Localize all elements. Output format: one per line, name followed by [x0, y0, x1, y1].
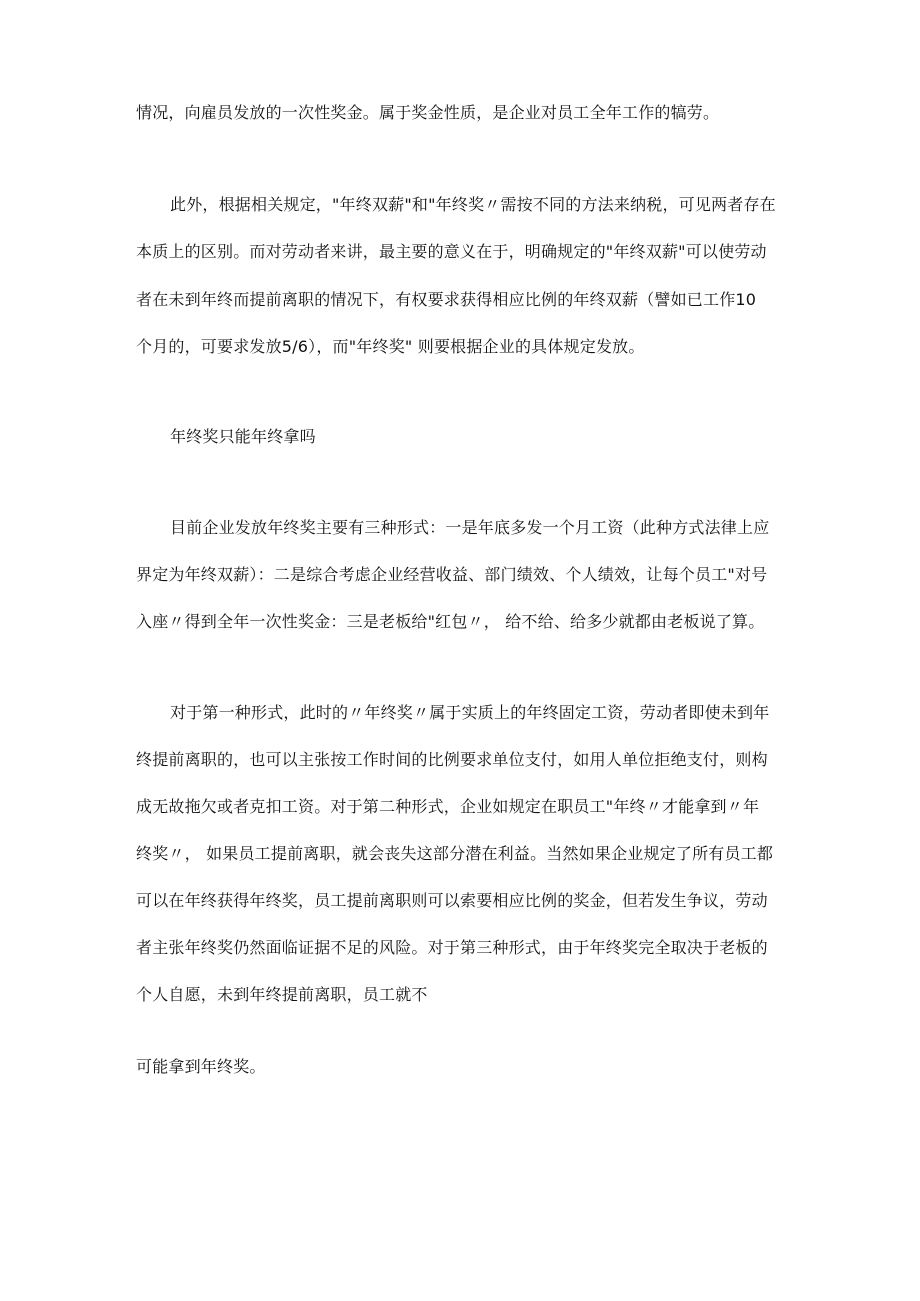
- paragraph-line: 界定为年终双薪）：二是综合考虑企业经营收益、部门绩效、个人绩效，让每个员工"对号: [136, 565, 768, 584]
- paragraph-line: 情况，向雇员发放的一次性奖金。属于奖金性质，是企业对员工全年工作的犒劳。: [136, 103, 720, 122]
- paragraph-line: 者主张年终奖仍然面临证据不足的风险。对于第三种形式，由于年终奖完全取决于老板的: [136, 938, 768, 957]
- section-heading: 年终奖只能年终拿吗: [170, 427, 316, 446]
- paragraph-line: 本质上的区别。而对劳动者来讲，最主要的意义在于，明确规定的"年终双薪"可以使劳动: [136, 242, 767, 261]
- paragraph-line: 入座〃得到全年一次性奖金：三是老板给"红包〃， 给不给、给多少就都由老板说了算。: [136, 612, 765, 631]
- paragraph-line: 终提前离职的，也可以主张按工作时间的比例要求单位支付，如用人单位拒绝支付，则构: [136, 750, 768, 769]
- paragraph-line: 目前企业发放年终奖主要有三种形式：一是年底多发一个月工资（此种方式法律上应: [170, 518, 770, 537]
- paragraph-line: 者在未到年终而提前离职的情况下，有权要求获得相应比例的年终双薪（譬如已工作10: [136, 290, 757, 309]
- paragraph-line: 终奖〃， 如果员工提前离职，就会丧失这部分潜在利益。当然如果企业规定了所有员工都: [136, 844, 774, 863]
- paragraph-line: 对于第一种形式，此时的〃年终奖〃属于实质上的年终固定工资，劳动者即使未到年: [170, 703, 770, 722]
- paragraph-line: 个月的，可要求发放5/6），而"年终奖" 则要根据企业的具体规定发放。: [136, 337, 645, 356]
- paragraph-line: 可以在年终获得年终奖，员工提前离职则可以索要相应比例的奖金，但若发生争议，劳动: [136, 891, 768, 910]
- paragraph-line: 成无故拖欠或者克扣工资。对于第二种形式，企业如规定在职员工"年终〃才能拿到〃年: [136, 797, 760, 816]
- paragraph-line: 个人自愿，未到年终提前离职，员工就不: [136, 985, 428, 1004]
- paragraph-line: 此外，根据相关规定，"年终双薪"和"年终奖〃需按不同的方法来纳税，可见两者存在: [170, 195, 776, 214]
- paragraph-line: 可能拿到年终奖。: [136, 1057, 266, 1076]
